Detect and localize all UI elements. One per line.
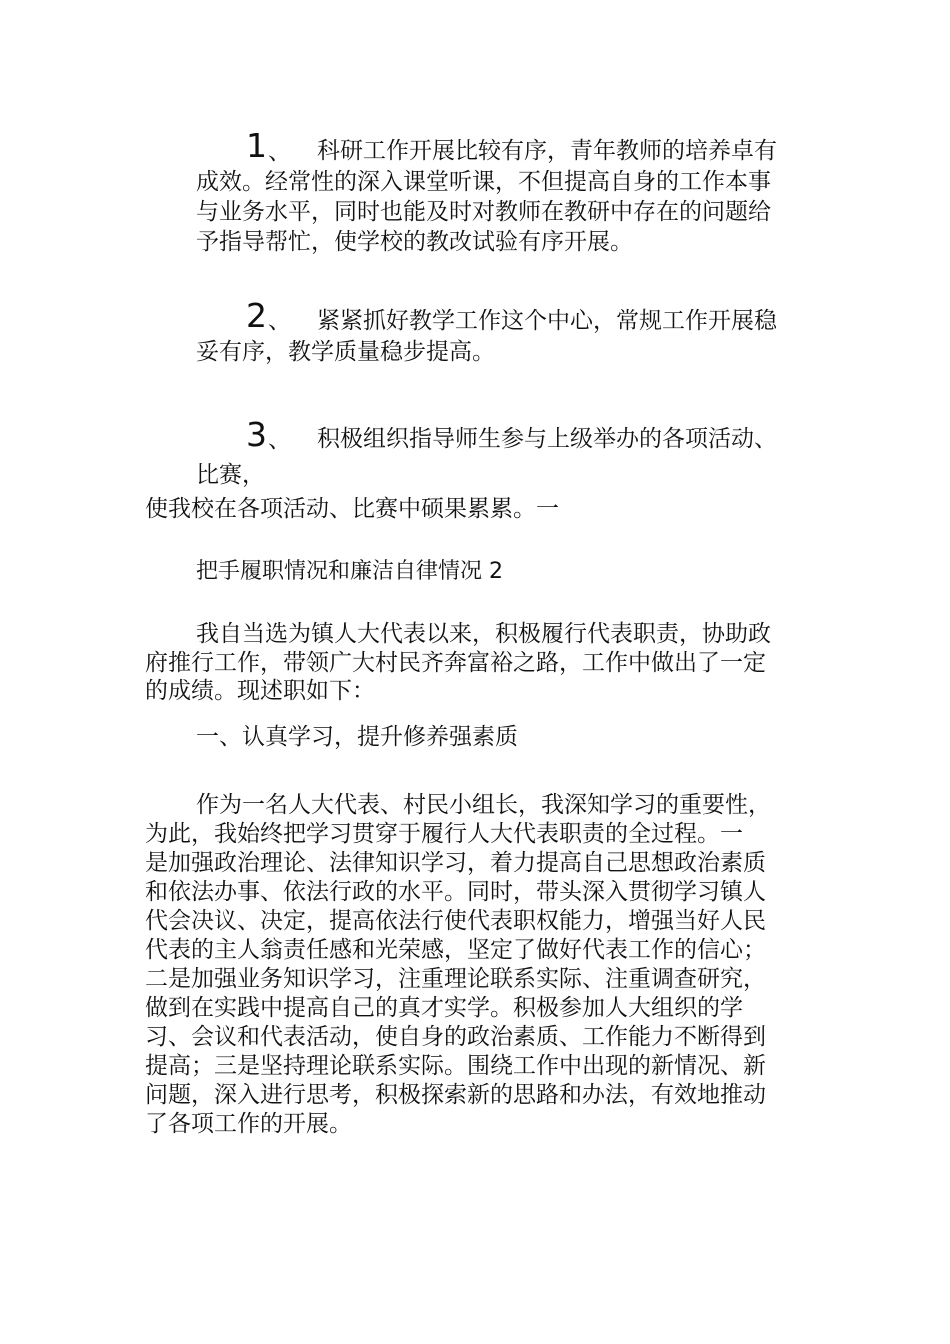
body-line-1: 作为一名人大代表、村民小组长，我深知学习的重要性，: [196, 792, 771, 818]
item-2-number: 2: [246, 296, 267, 335]
item-2-line-1: 紧紧抓好教学工作这个中心，常规工作开展稳: [317, 308, 777, 334]
section-title: 一、认真学习，提升修养强素质: [196, 724, 518, 750]
body-line-10: 提高；三是坚持理论联系实际。围绕工作中出现的新情况、新: [145, 1053, 766, 1079]
item-3-mark: 、: [268, 427, 291, 453]
report-heading: 把手履职情况和廉洁自律情况 2: [196, 559, 503, 584]
body-line-12: 了各项工作的开展。: [145, 1111, 352, 1137]
item-3-number: 3: [246, 415, 267, 454]
body-line-4: 和依法办事、依法行政的水平。同时，带头深入贯彻学习镇人: [145, 879, 766, 905]
item-1-mark: 、: [268, 139, 291, 165]
body-line-7: 二是加强业务知识学习，注重理论联系实际、注重调查研究，: [145, 966, 766, 992]
intro-line-3: 的成绩。现述职如下：: [145, 678, 375, 704]
item-2-line-2: 妥有序，教学质量稳步提高。: [196, 339, 495, 365]
item-1-line-4: 予指导帮忙，使学校的教改试验有序开展。: [196, 229, 633, 255]
body-line-11: 问题，深入进行思考，积极探索新的思路和办法，有效地推动: [145, 1082, 766, 1108]
intro-line-2: 府推行工作，带领广大村民齐奔富裕之路，工作中做出了一定: [145, 650, 766, 676]
body-line-8: 做到在实践中提高自己的真才实学。积极参加人大组织的学: [145, 995, 743, 1021]
item-1-line-3: 与业务水平，同时也能及时对教师在教研中存在的问题给: [196, 199, 771, 225]
item-3-line-2: 比赛，: [196, 462, 265, 488]
body-line-6: 代表的主人翁责任感和光荣感，坚定了做好代表工作的信心；: [145, 937, 766, 963]
body-line-5: 代会决议、决定，提高依法行使代表职权能力，增强当好人民: [145, 908, 766, 934]
item-1-number: 1: [246, 126, 267, 165]
intro-line-1: 我自当选为镇人大代表以来，积极履行代表职责，协助政: [196, 621, 771, 647]
body-line-2: 为此，我始终把学习贯穿于履行人大代表职责的全过程。一: [145, 821, 743, 847]
body-line-3: 是加强政治理论、法律知识学习，着力提高自己思想政治素质: [145, 850, 766, 876]
item-3-line-3: 使我校在各项活动、比赛中硕果累累。一: [145, 496, 559, 522]
item-3-line-1: 积极组织指导师生参与上级举办的各项活动、: [317, 426, 777, 452]
item-1-line-2: 成效。经常性的深入课堂听课，不但提高自身的工作本事: [196, 169, 771, 195]
item-1-line-1: 科研工作开展比较有序，青年教师的培养卓有: [317, 138, 777, 164]
body-line-9: 习、会议和代表活动，使自身的政治素质、工作能力不断得到: [145, 1024, 766, 1050]
item-2-mark: 、: [268, 308, 291, 334]
